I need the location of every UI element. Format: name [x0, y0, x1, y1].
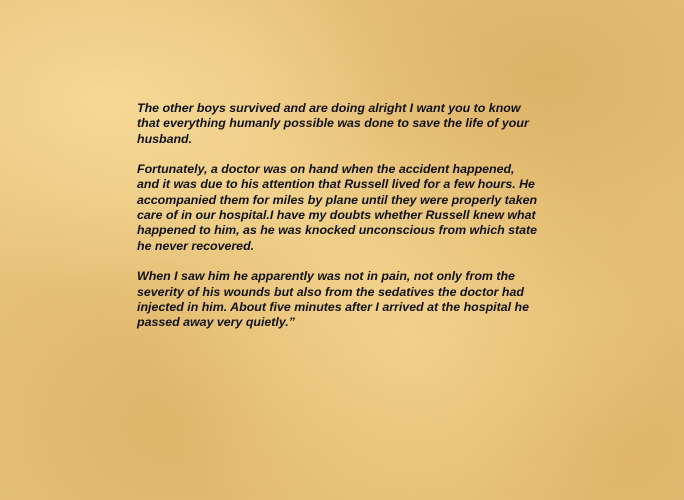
letter-paragraph-3: When I saw him he apparently was not in pain, not only from the severity of his wounds but also from the sedatives the doctor had injected in him. About five minutes after I arrived at the hospital he passed away very quietly.”: [137, 269, 529, 330]
letter-paragraph-2: Fortunately, a doctor was on hand when the accident happened, and it was due to his attention that Russell lived for a few hours. He accompanied them for miles by plane until they were properly taken care of in our hospital.I have my doubts whether Russell knew what happened to him, as he was knocked unconscious from which state he never recovered.: [137, 162, 538, 253]
letter-paragraph-1: The other boys survived and are doing alright I want you to know that everything humanly possible was done to save the life of your husband.: [137, 101, 529, 146]
letter-text: [137, 101, 567, 346]
